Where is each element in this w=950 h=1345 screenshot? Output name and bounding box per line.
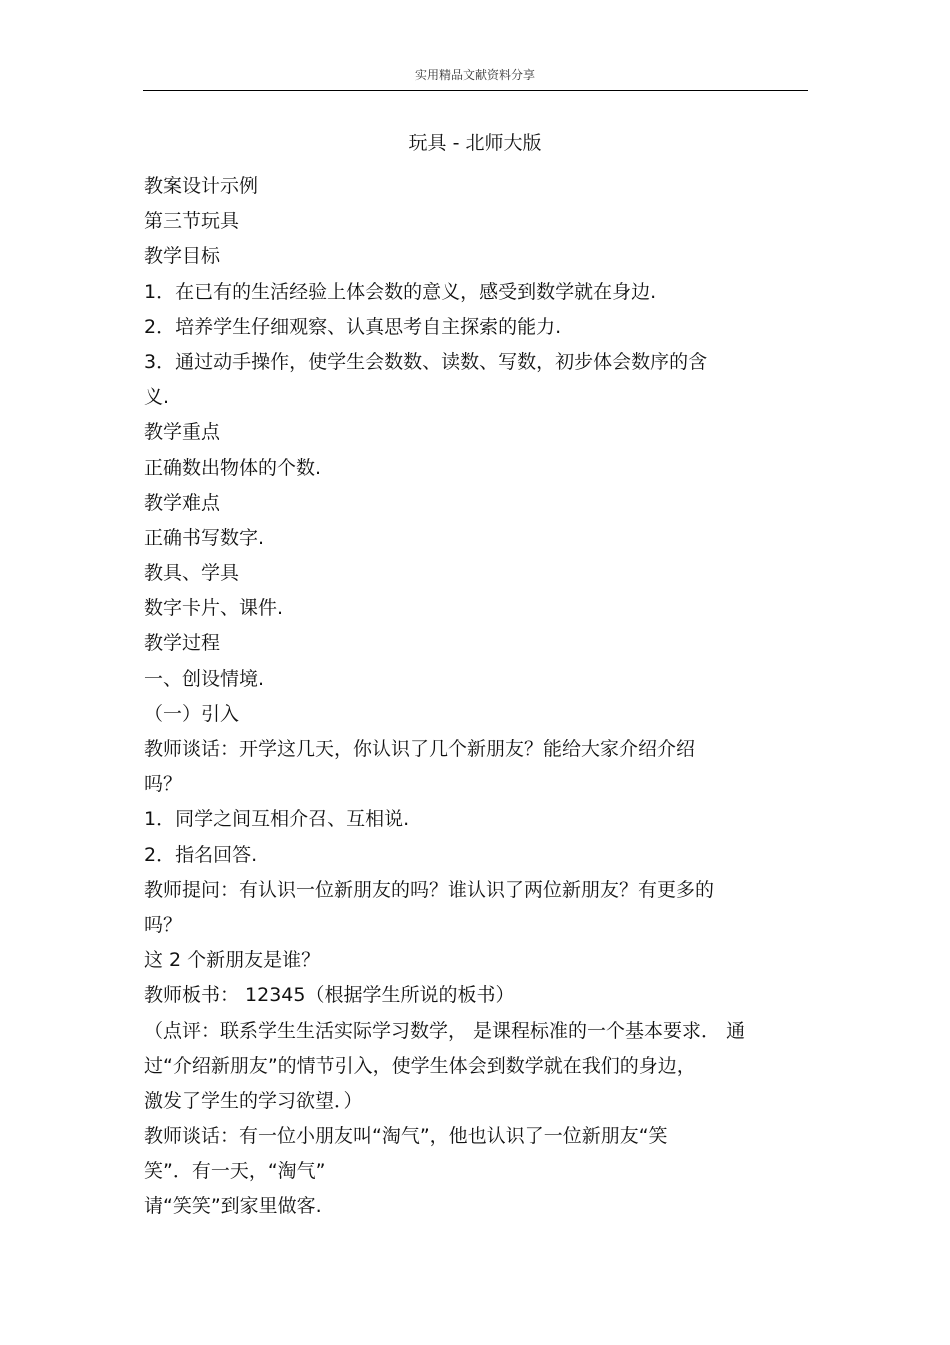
paragraph-line: 教师提问：有认识一位新朋友的吗？谁认识了两位新朋友？有更多的 [144, 878, 715, 901]
section-heading: 教具、学具 [144, 562, 240, 585]
objective-item-continued: 义. [144, 386, 170, 409]
paragraph-line: 这 2 个新朋友是谁？ [144, 949, 321, 972]
subsection-heading: （一）引入 [144, 702, 240, 725]
objective-item: 3．通过动手操作，使学生会数数、读数、写数，初步体会数序的含 [144, 350, 708, 373]
section-heading: 教学难点 [144, 491, 221, 514]
section-heading: 教案设计示例 [144, 175, 259, 197]
lesson-name: 第三节玩具 [144, 210, 240, 233]
section-heading: 教学目标 [144, 245, 221, 268]
list-item: 2．指名回答. [144, 843, 258, 866]
section-heading: 教学过程 [144, 632, 221, 655]
document-body [144, 169, 806, 1225]
page-header: 实用精品文献资料分享 [414, 68, 535, 82]
paragraph-line: 教师板书： 12345（根据学生所说的板书） [144, 984, 515, 1007]
objective-item: 1．在已有的生活经验上体会数的意义，感受到数学就在身边. [144, 280, 657, 303]
document-title: 玩具 - 北师大版 [408, 132, 542, 154]
paragraph-line: 教师谈话：开学这几天，你认识了几个新朋友？能给大家介绍介绍 [144, 738, 696, 760]
objective-item: 2．培养学生仔细观察、认真思考自主探索的能力. [144, 315, 562, 338]
paragraph-line: 正确书写数字. [144, 526, 265, 549]
paragraph-line: 数字卡片、课件. [144, 597, 284, 620]
paragraph-line: 教师谈话：有一位小朋友叫“淘气”，他也认识了一位新朋友“笑 [144, 1125, 668, 1148]
comment-line: （点评：联系学生生活实际学习数学， 是课程标准的一个基本要求． 通 [144, 1019, 746, 1042]
paragraph-line: 吗？ [144, 773, 183, 796]
subsection-heading: 一、创设情境. [144, 667, 265, 690]
section-heading: 教学重点 [144, 421, 221, 444]
comment-line: 激发了学生的学习欲望．） [144, 1089, 363, 1112]
paragraph-line: 正确数出物体的个数. [144, 456, 322, 479]
paragraph-line: 吗？ [144, 913, 183, 936]
list-item: 1．同学之间互相介召、互相说. [144, 808, 410, 831]
header-divider [143, 90, 808, 91]
paragraph-line: 笑”．有一天，“淘气” [144, 1160, 326, 1183]
comment-line: 过“介绍新朋友”的情节引入，使学生体会到数学就在我们的身边， [144, 1054, 696, 1077]
paragraph-line: 请“笑笑”到家里做客. [144, 1195, 322, 1218]
